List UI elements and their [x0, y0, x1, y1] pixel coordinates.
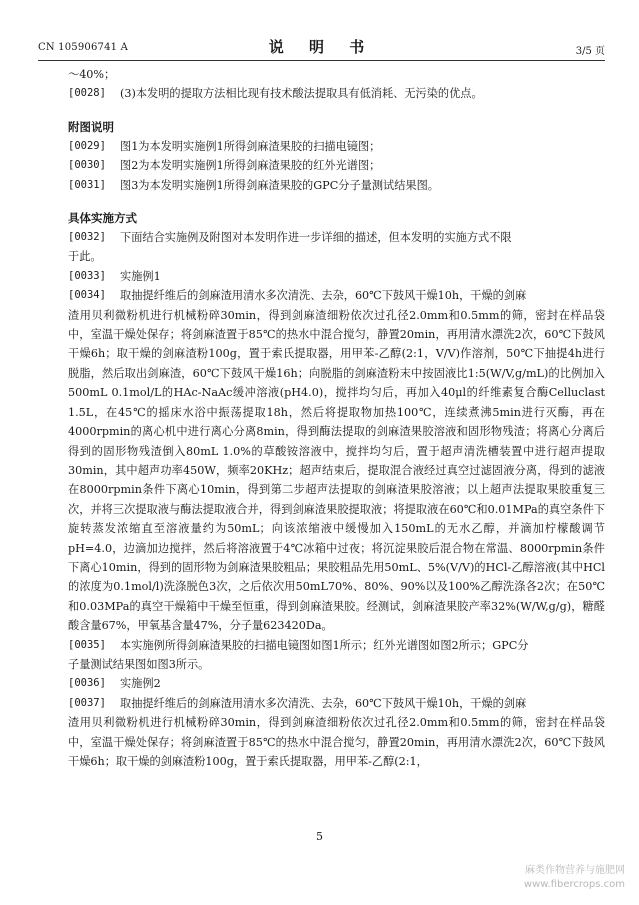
paragraph-number: [0030]: [68, 159, 106, 172]
paragraph-0032: [68, 228, 605, 247]
paragraph-text: 图3为本发明实施例1所得剑麻渣果胶的GPC分子量测试结果图。: [120, 178, 439, 192]
paragraph-continuation: 子量测试结果图如图3所示。: [68, 657, 210, 671]
paragraph-0035: [68, 636, 605, 655]
paragraph-0033: [68, 267, 605, 286]
paragraph-0036: [68, 674, 605, 693]
page-number: 5: [316, 830, 323, 843]
paragraph-0029: [68, 137, 605, 156]
example-heading: 实施例2: [120, 677, 161, 691]
paragraph-0034: [68, 286, 605, 305]
page-indicator: 3/5 页: [575, 46, 605, 57]
site-watermark: [524, 864, 625, 892]
page-header: [38, 36, 605, 61]
page-title: 说 明 书: [268, 38, 375, 56]
paragraph-continuation: 渣用贝利微粉机进行机械粉碎30min，得到剑麻渣细粉依次过孔径2.0mm和0.5mm的筛，密封在样品袋中，室温干燥处保存；将剑麻渣置于85℃的热水中混合搅匀，静置20min，再用清水漂洗2次，60℃下鼓风干燥6h；取干燥的剑麻渣粉100g，置于索氏提取器，用甲苯-乙醇(2:1，: [68, 716, 605, 768]
paragraph-0031: [68, 176, 605, 195]
paragraph-continuation: 渣用贝利微粉机进行机械粉碎30min，得到剑麻渣细粉依次过孔径2.0mm和0.5mm的筛，密封在样品袋中，室温干燥处保存；将剑麻渣置于85℃的热水中混合搅匀，静置20min，再用清水漂洗2次，60℃下鼓风干燥6h；取干燥的剑麻渣粉100g，置于索氏提取器，用甲苯-乙醇(2:1，V/V)作溶剂，50℃下抽提4h进行脱脂，然后取出剑麻渣，60℃下鼓风干燥16h；向脱脂的剑麻渣粉末中按固液比1:5(W/V,g/mL)的比例加入500mL 0.1mol/L的HAc-NaAc缓冲溶液(pH4.0)，搅拌均匀后，再加入40μl的纤维素复合酶Celluclast 1.5L，在45℃的摇床水浴中振荡提取18h，然后将提取物加热100℃，连续煮沸5min进行灭酶，再在4000rpmin的离心机中进行离心分离8min，得到酶法提取的剑麻渣果胶溶液和固形物残渣；将离心分离后得到的固形物残渣倒入80mL 1.0%的草酸铵溶液中，搅拌均匀后，置于超声清洗槽装置中进行超声提取30min，其中超声功率450W，频率20KHz；超声结束后，提取混合液经过真空过滤固液分离，得到的滤液在8000rpmin条件下离心10min，得到第二步超声法提取的剑麻渣果胶溶液；以上超声法提取果胶重复三次，并将三次提取液与酶法提取液合并，得到剑麻渣果胶提取液；将提取液在60℃和0.01MPa的真空条件下旋转蒸发浓缩直至溶液量约为50mL；向该浓缩液中缓慢加入150mL的无水乙醇，并滴加柠檬酸调节pH=4.0，边滴加边搅拌，然后将溶液置于4℃冰箱中过夜；将沉淀果胶后混合物在常温、8000rpmin条件下离心10min，得到的固形物为剑麻渣果胶粗品；果胶粗品先用50mL、5%(V/V)的HCl-乙醇溶液(其中HCl的浓度为0.1mol/l)洗涤脱色3次，之后依次用50mL70%、80%、90%以及100%乙醇洗涤各2次；在50℃和0.03MPa的真空干燥箱中干燥至恒重，得到剑麻渣果胶。经测试，剑麻渣果胶产率32%(W/W,g/g)，糖醛酸含量67%，甲氧基含量47%，分子量623420Da。: [68, 308, 605, 633]
paragraph-text: 下面结合实施例及附图对本发明作进一步详细的描述，但本发明的实施方式不限: [120, 231, 512, 245]
paragraph-0028: [68, 84, 605, 103]
paragraph-number: [0037]: [68, 696, 106, 709]
paragraph-text: 图2为本发明实施例1所得剑麻渣果胶的红外光谱图；: [120, 159, 381, 173]
paragraph-0030: [68, 156, 605, 175]
document-body: [68, 65, 605, 771]
example-heading: 实施例1: [120, 269, 161, 283]
paragraph-text: (3)本发明的提取方法相比现有技术酸法提取具有低消耗、无污染的优点。: [120, 87, 483, 101]
paragraph-number: [0031]: [68, 178, 106, 191]
paragraph-text: 图1为本发明实施例1所得剑麻渣果胶的扫描电镜图；: [120, 139, 381, 153]
paragraph-number: [0028]: [68, 87, 106, 100]
paragraph-text: 本实施例所得剑麻渣果胶的扫描电镜图如图1所示；红外光谱图如图2所示；GPC分: [120, 638, 529, 652]
paragraph-number: [0035]: [68, 638, 106, 651]
doc-number: CN 105906741 A: [38, 42, 129, 53]
watermark-line-1: 麻类作物营养与施肥网: [525, 865, 625, 876]
paragraph-number: [0032]: [68, 231, 106, 244]
paragraph-number: [0036]: [68, 677, 106, 690]
section-heading-figures: 附图说明: [68, 119, 114, 134]
paragraph-0037: [68, 694, 605, 713]
paragraph-number: [0033]: [68, 269, 106, 282]
lead-line: ～40%；: [68, 68, 116, 81]
paragraph-text: 取抽提纤维后的剑麻渣用清水多次清洗、去杂，60℃下鼓风干燥10h，干燥的剑麻: [120, 696, 527, 710]
section-heading-implementation: 具体实施方式: [68, 211, 137, 226]
paragraph-number: [0029]: [68, 139, 106, 152]
paragraph-number: [0034]: [68, 289, 106, 302]
paragraph-continuation: 于此。: [68, 250, 102, 264]
watermark-line-2: www.fibercrops.com: [523, 879, 625, 890]
paragraph-text: 取抽提纤维后的剑麻渣用清水多次清洗、去杂，60℃下鼓风干燥10h，干燥的剑麻: [120, 289, 527, 303]
